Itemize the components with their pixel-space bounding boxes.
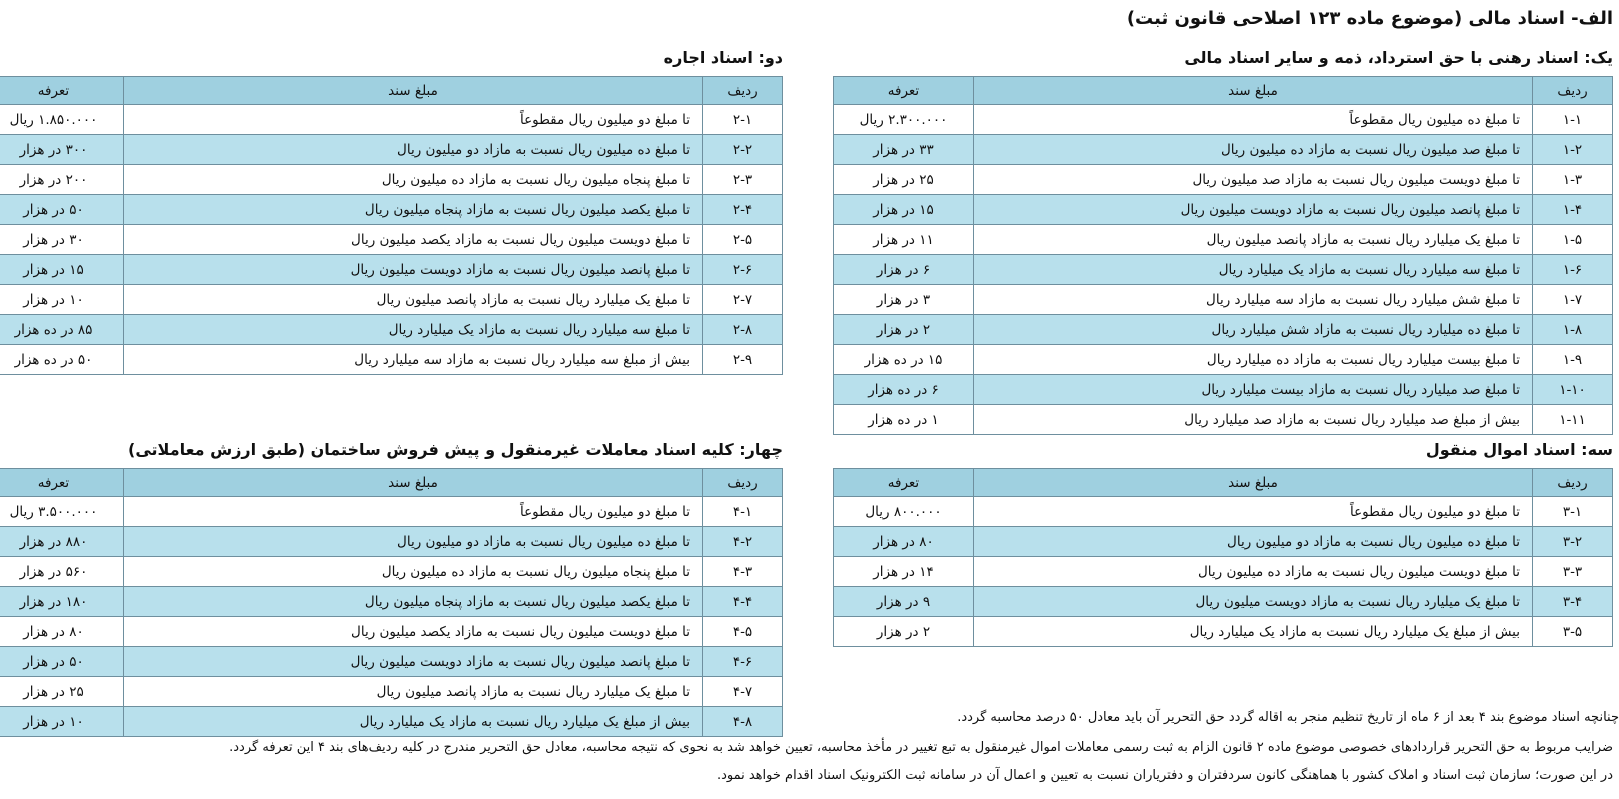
row-amount: بیش از مبلغ یک میلیارد ریال نسبت به مازاد یک میلیارد ریال [974, 617, 1533, 647]
row-fee: ۶ در هزار [834, 255, 974, 285]
row-number: ۳-۵ [1533, 617, 1613, 647]
table-row [834, 405, 1613, 435]
table-row [0, 255, 783, 285]
table-row [0, 345, 783, 375]
row-amount: بیش از مبلغ یک میلیارد ریال نسبت به مازاد یک میلیارد ریال [124, 707, 703, 737]
section1-table [833, 76, 1613, 435]
table-header-row [0, 469, 783, 497]
note-1: چنانچه اسناد موضوع بند ۴ بعد از ۶ ماه از تاریخ تنظیم منجر به اقاله گردد حق التحریر آن باید معادل ۵۰ درصد محاسبه گردد. [957, 710, 1619, 725]
table-row [0, 587, 783, 617]
row-fee: ۱۰ در هزار [0, 707, 124, 737]
row-fee: ۱۵ در ده هزار [834, 345, 974, 375]
row-number: ۳-۳ [1533, 557, 1613, 587]
page-title: الف- اسناد مالی (موضوع ماده ۱۲۳ اصلاحی قانون ثبت) [1126, 8, 1613, 29]
row-amount: بیش از مبلغ صد میلیارد ریال نسبت به مازاد صد میلیارد ریال [974, 405, 1533, 435]
table-row [834, 165, 1613, 195]
row-number: ۴-۲ [703, 527, 783, 557]
row-fee: ۵۰ در ده هزار [0, 345, 124, 375]
row-amount: تا مبلغ صد میلیارد ریال نسبت به مازاد بیست میلیارد ریال [974, 375, 1533, 405]
table-row [0, 617, 783, 647]
row-amount: تا مبلغ یک میلیارد ریال نسبت به مازاد پانصد میلیون ریال [124, 677, 703, 707]
table-header-row [834, 469, 1613, 497]
header-no: ردیف [703, 77, 783, 105]
row-fee: ۸۰ در هزار [0, 617, 124, 647]
row-number: ۱-۵ [1533, 225, 1613, 255]
note-2: ضرایب مربوط به حق التحریر قراردادهای خصوصی موضوع ماده ۲ قانون الزام به ثبت رسمی معاملات اموال غیرمنقول به تبع تغییر در مأخذ محاسبه، تعیین خواهد شد به نحوی که نتیجه محاسبه، معادل حق التحریر مندرج در کلیه ردیف‌های بند ۴ این تعرفه گردد. [229, 740, 1613, 755]
row-fee: ۲۵ در هزار [834, 165, 974, 195]
table-row [0, 165, 783, 195]
row-fee: ۲ در هزار [834, 315, 974, 345]
row-amount: تا مبلغ شش میلیارد ریال نسبت به مازاد سه میلیارد ریال [974, 285, 1533, 315]
row-number: ۳-۲ [1533, 527, 1613, 557]
header-fee: تعرفه [0, 469, 124, 497]
section4-table [0, 468, 783, 737]
row-fee: ۱۰ در هزار [0, 285, 124, 315]
row-number: ۲-۵ [703, 225, 783, 255]
row-amount: تا مبلغ دو میلیون ریال مقطوعاً [124, 497, 703, 527]
row-number: ۴-۴ [703, 587, 783, 617]
row-amount: تا مبلغ دو میلیون ریال مقطوعاً [974, 497, 1533, 527]
row-number: ۱-۷ [1533, 285, 1613, 315]
table-row [0, 497, 783, 527]
row-fee: ۱.۸۵۰.۰۰۰ ریال [0, 105, 124, 135]
row-number: ۱-۸ [1533, 315, 1613, 345]
section2-heading: دو: اسناد اجاره [663, 48, 783, 67]
row-number: ۴-۱ [703, 497, 783, 527]
row-fee: ۹ در هزار [834, 587, 974, 617]
row-number: ۱-۹ [1533, 345, 1613, 375]
row-amount: تا مبلغ دویست میلیون ریال نسبت به مازاد یکصد میلیون ریال [124, 617, 703, 647]
row-number: ۴-۷ [703, 677, 783, 707]
header-amount: مبلغ سند [974, 469, 1533, 497]
row-amount: تا مبلغ صد میلیون ریال نسبت به مازاد ده میلیون ریال [974, 135, 1533, 165]
row-number: ۴-۵ [703, 617, 783, 647]
row-number: ۲-۶ [703, 255, 783, 285]
row-fee: ۵۶۰ در هزار [0, 557, 124, 587]
row-amount: تا مبلغ پنجاه میلیون ریال نسبت به مازاد ده میلیون ریال [124, 557, 703, 587]
table-row [0, 195, 783, 225]
row-fee: ۸۵ در ده هزار [0, 315, 124, 345]
row-number: ۲-۴ [703, 195, 783, 225]
note-3: در این صورت؛ سازمان ثبت اسناد و املاک کشور با هماهنگی کانون سردفتران و دفتریاران نسبت به تعیین و اعمال آن در سامانه ثبت الکترونیک اسناد اقدام خواهد نمود. [716, 768, 1613, 783]
table-row [0, 225, 783, 255]
row-amount: تا مبلغ بیست میلیارد ریال نسبت به مازاد ده میلیارد ریال [974, 345, 1533, 375]
row-amount: تا مبلغ پنجاه میلیون ریال نسبت به مازاد ده میلیون ریال [124, 165, 703, 195]
row-amount: تا مبلغ یک میلیارد ریال نسبت به مازاد پانصد میلیون ریال [124, 285, 703, 315]
header-amount: مبلغ سند [124, 469, 703, 497]
row-amount: تا مبلغ یک میلیارد ریال نسبت به مازاد پانصد میلیون ریال [974, 225, 1533, 255]
section2-table [0, 76, 783, 375]
row-number: ۲-۳ [703, 165, 783, 195]
header-amount: مبلغ سند [124, 77, 703, 105]
row-amount: تا مبلغ دویست میلیون ریال نسبت به مازاد ده میلیون ریال [974, 557, 1533, 587]
table-row [834, 345, 1613, 375]
table-row [834, 587, 1613, 617]
header-no: ردیف [1533, 469, 1613, 497]
row-number: ۲-۷ [703, 285, 783, 315]
row-fee: ۳۳ در هزار [834, 135, 974, 165]
row-amount: تا مبلغ یکصد میلیون ریال نسبت به مازاد پنجاه میلیون ریال [124, 195, 703, 225]
row-number: ۲-۹ [703, 345, 783, 375]
row-number: ۱-۱ [1533, 105, 1613, 135]
table-row [834, 557, 1613, 587]
row-fee: ۳۰۰ در هزار [0, 135, 124, 165]
row-fee: ۲۰۰ در هزار [0, 165, 124, 195]
row-fee: ۲.۳۰۰.۰۰۰ ریال [834, 105, 974, 135]
table-row [834, 375, 1613, 405]
row-amount: تا مبلغ ده میلیون ریال نسبت به مازاد دو میلیون ریال [124, 135, 703, 165]
row-fee: ۵۰ در هزار [0, 195, 124, 225]
header-fee: تعرفه [834, 77, 974, 105]
row-amount: تا مبلغ سه میلیارد ریال نسبت به مازاد یک میلیارد ریال [974, 255, 1533, 285]
table-row [834, 285, 1613, 315]
header-fee: تعرفه [0, 77, 124, 105]
row-fee: ۸۰۰.۰۰۰ ریال [834, 497, 974, 527]
row-amount: تا مبلغ دو میلیون ریال مقطوعاً [124, 105, 703, 135]
table-row [834, 255, 1613, 285]
row-number: ۳-۱ [1533, 497, 1613, 527]
section4-heading: چهار: کلیه اسناد معاملات غیرمنقول و پیش فروش ساختمان (طبق ارزش معاملاتی) [128, 440, 783, 459]
row-amount: تا مبلغ پانصد میلیون ریال نسبت به مازاد دویست میلیون ریال [124, 255, 703, 285]
table-header-row [834, 77, 1613, 105]
table-row [834, 105, 1613, 135]
row-fee: ۱۵ در هزار [834, 195, 974, 225]
row-amount: تا مبلغ ده میلیون ریال مقطوعاً [974, 105, 1533, 135]
table-row [0, 105, 783, 135]
table-row [834, 527, 1613, 557]
table-row [834, 497, 1613, 527]
row-fee: ۳۰ در هزار [0, 225, 124, 255]
table-row [0, 135, 783, 165]
header-amount: مبلغ سند [974, 77, 1533, 105]
table-row [834, 195, 1613, 225]
table-row [834, 135, 1613, 165]
row-number: ۱-۱۰ [1533, 375, 1613, 405]
row-number: ۲-۱ [703, 105, 783, 135]
row-number: ۱-۱۱ [1533, 405, 1613, 435]
header-fee: تعرفه [834, 469, 974, 497]
row-fee: ۱۵ در هزار [0, 255, 124, 285]
table-row [0, 647, 783, 677]
table-row [0, 285, 783, 315]
row-fee: ۱۱ در هزار [834, 225, 974, 255]
section3-heading: سه: اسناد اموال منقول [1425, 440, 1613, 459]
row-amount: تا مبلغ دویست میلیون ریال نسبت به مازاد صد میلیون ریال [974, 165, 1533, 195]
table-row [0, 557, 783, 587]
table-row [0, 707, 783, 737]
row-amount: تا مبلغ سه میلیارد ریال نسبت به مازاد یک میلیارد ریال [124, 315, 703, 345]
row-number: ۴-۶ [703, 647, 783, 677]
row-number: ۱-۶ [1533, 255, 1613, 285]
row-number: ۴-۸ [703, 707, 783, 737]
row-amount: بیش از مبلغ سه میلیارد ریال نسبت به مازاد سه میلیارد ریال [124, 345, 703, 375]
table-row [0, 527, 783, 557]
row-number: ۱-۳ [1533, 165, 1613, 195]
row-amount: تا مبلغ پانصد میلیون ریال نسبت به مازاد دویست میلیون ریال [974, 195, 1533, 225]
row-number: ۱-۴ [1533, 195, 1613, 225]
row-fee: ۲۵ در هزار [0, 677, 124, 707]
row-number: ۴-۳ [703, 557, 783, 587]
row-fee: ۸۸۰ در هزار [0, 527, 124, 557]
section3-table [833, 468, 1613, 647]
table-row [0, 677, 783, 707]
row-fee: ۸۰ در هزار [834, 527, 974, 557]
header-no: ردیف [703, 469, 783, 497]
row-fee: ۱ در ده هزار [834, 405, 974, 435]
table-row [0, 315, 783, 345]
row-fee: ۳ در هزار [834, 285, 974, 315]
row-number: ۲-۲ [703, 135, 783, 165]
row-amount: تا مبلغ دویست میلیون ریال نسبت به مازاد یکصد میلیون ریال [124, 225, 703, 255]
row-amount: تا مبلغ پانصد میلیون ریال نسبت به مازاد دویست میلیون ریال [124, 647, 703, 677]
table-row [834, 617, 1613, 647]
row-amount: تا مبلغ یکصد میلیون ریال نسبت به مازاد پنجاه میلیون ریال [124, 587, 703, 617]
row-amount: تا مبلغ یک میلیارد ریال نسبت به مازاد دویست میلیون ریال [974, 587, 1533, 617]
row-number: ۱-۲ [1533, 135, 1613, 165]
row-number: ۳-۴ [1533, 587, 1613, 617]
section1-heading: یک: اسناد رهنی با حق استرداد، ذمه و سایر اسناد مالی [1184, 48, 1613, 67]
table-header-row [0, 77, 783, 105]
header-no: ردیف [1533, 77, 1613, 105]
row-fee: ۳.۵۰۰.۰۰۰ ریال [0, 497, 124, 527]
table-row [834, 225, 1613, 255]
row-fee: ۲ در هزار [834, 617, 974, 647]
row-fee: ۶ در ده هزار [834, 375, 974, 405]
table-row [834, 315, 1613, 345]
row-amount: تا مبلغ ده میلیارد ریال نسبت به مازاد شش میلیارد ریال [974, 315, 1533, 345]
row-fee: ۱۴ در هزار [834, 557, 974, 587]
row-amount: تا مبلغ ده میلیون ریال نسبت به مازاد دو میلیون ریال [124, 527, 703, 557]
row-amount: تا مبلغ ده میلیون ریال نسبت به مازاد دو میلیون ریال [974, 527, 1533, 557]
row-fee: ۵۰ در هزار [0, 647, 124, 677]
row-number: ۲-۸ [703, 315, 783, 345]
row-fee: ۱۸۰ در هزار [0, 587, 124, 617]
